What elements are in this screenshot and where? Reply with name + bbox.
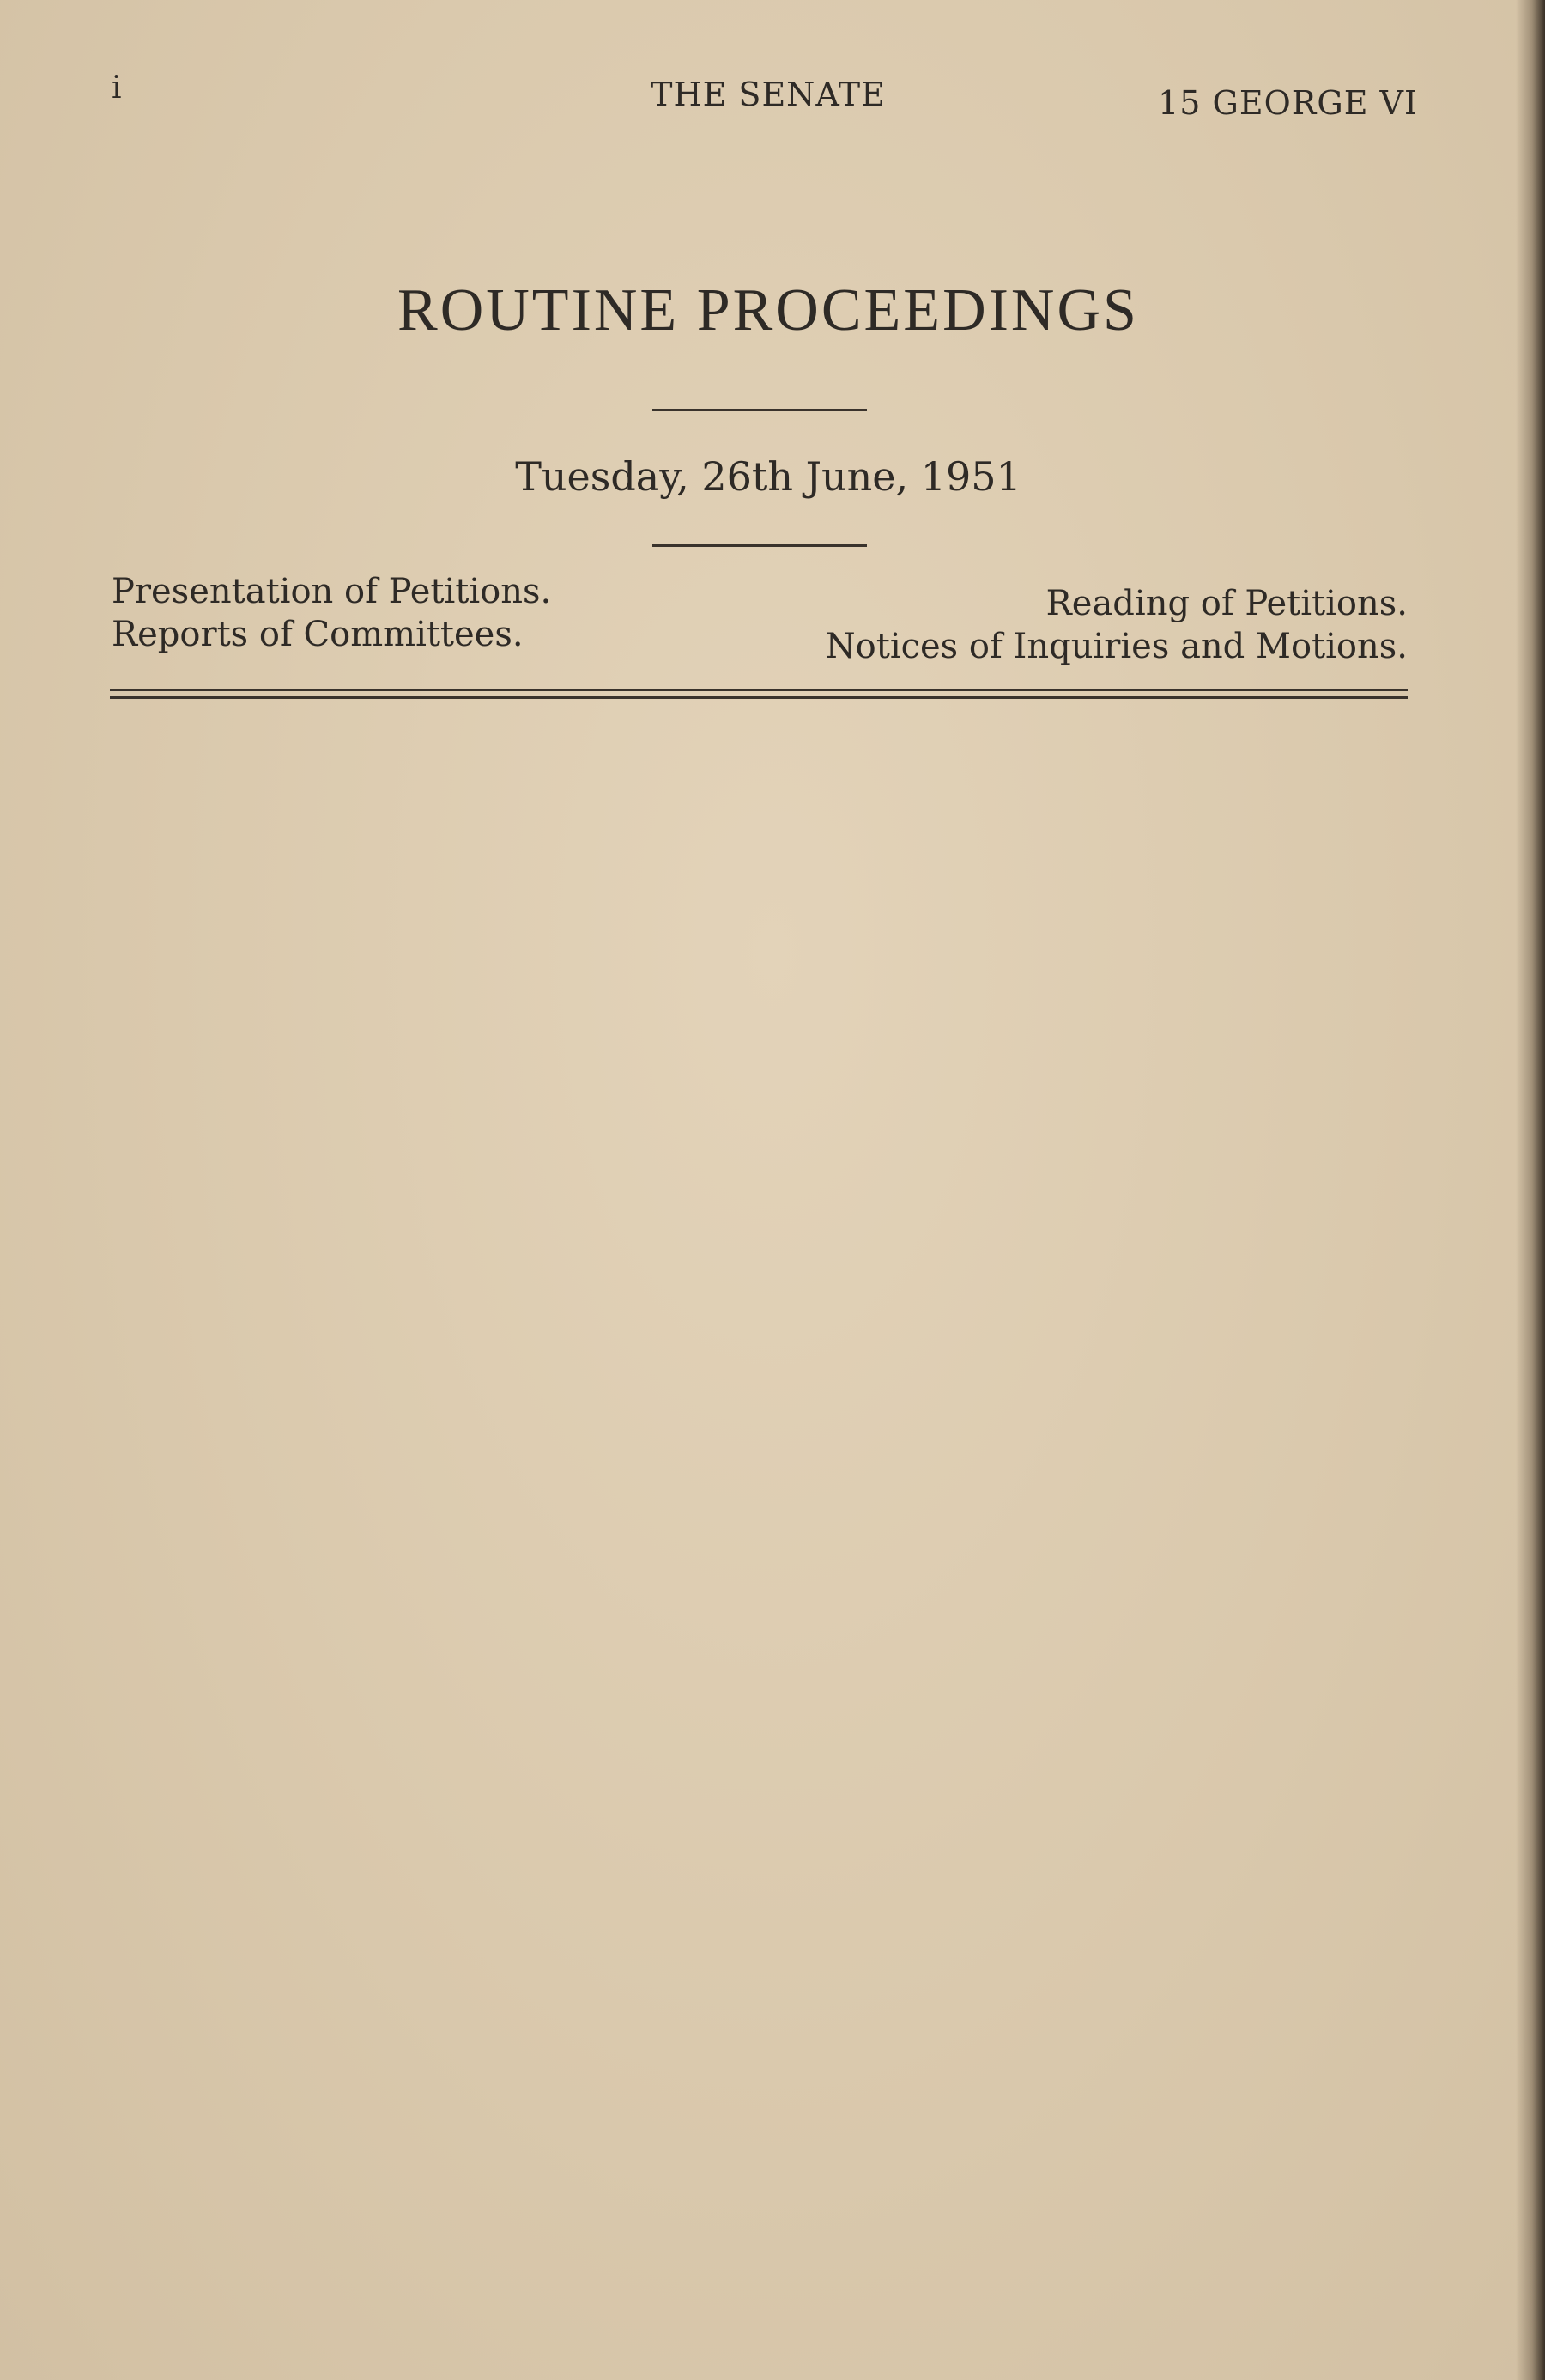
proceedings-date: Tuesday, 26th June, 1951	[515, 453, 1021, 500]
proceedings-list-right	[826, 582, 1408, 668]
page-edge-shadow	[1516, 0, 1545, 2380]
running-header-title: THE SENATE	[651, 76, 886, 113]
section-double-rule	[110, 689, 1408, 699]
page-title: ROUTINE PROCEEDINGS	[397, 277, 1139, 343]
proceeding-item: Reports of Committees.	[112, 615, 524, 654]
proceedings-list-left	[112, 570, 551, 656]
date-divider	[652, 544, 867, 547]
proceeding-item: Reading of Petitions.	[1045, 584, 1408, 623]
proceeding-item: Presentation of Petitions.	[112, 572, 552, 611]
title-divider	[652, 409, 867, 411]
proceeding-item: Notices of Inquiries and Motions.	[825, 627, 1408, 666]
running-header-regnal-year: 15 GEORGE VI	[1158, 84, 1418, 122]
page-number: i	[112, 70, 122, 106]
